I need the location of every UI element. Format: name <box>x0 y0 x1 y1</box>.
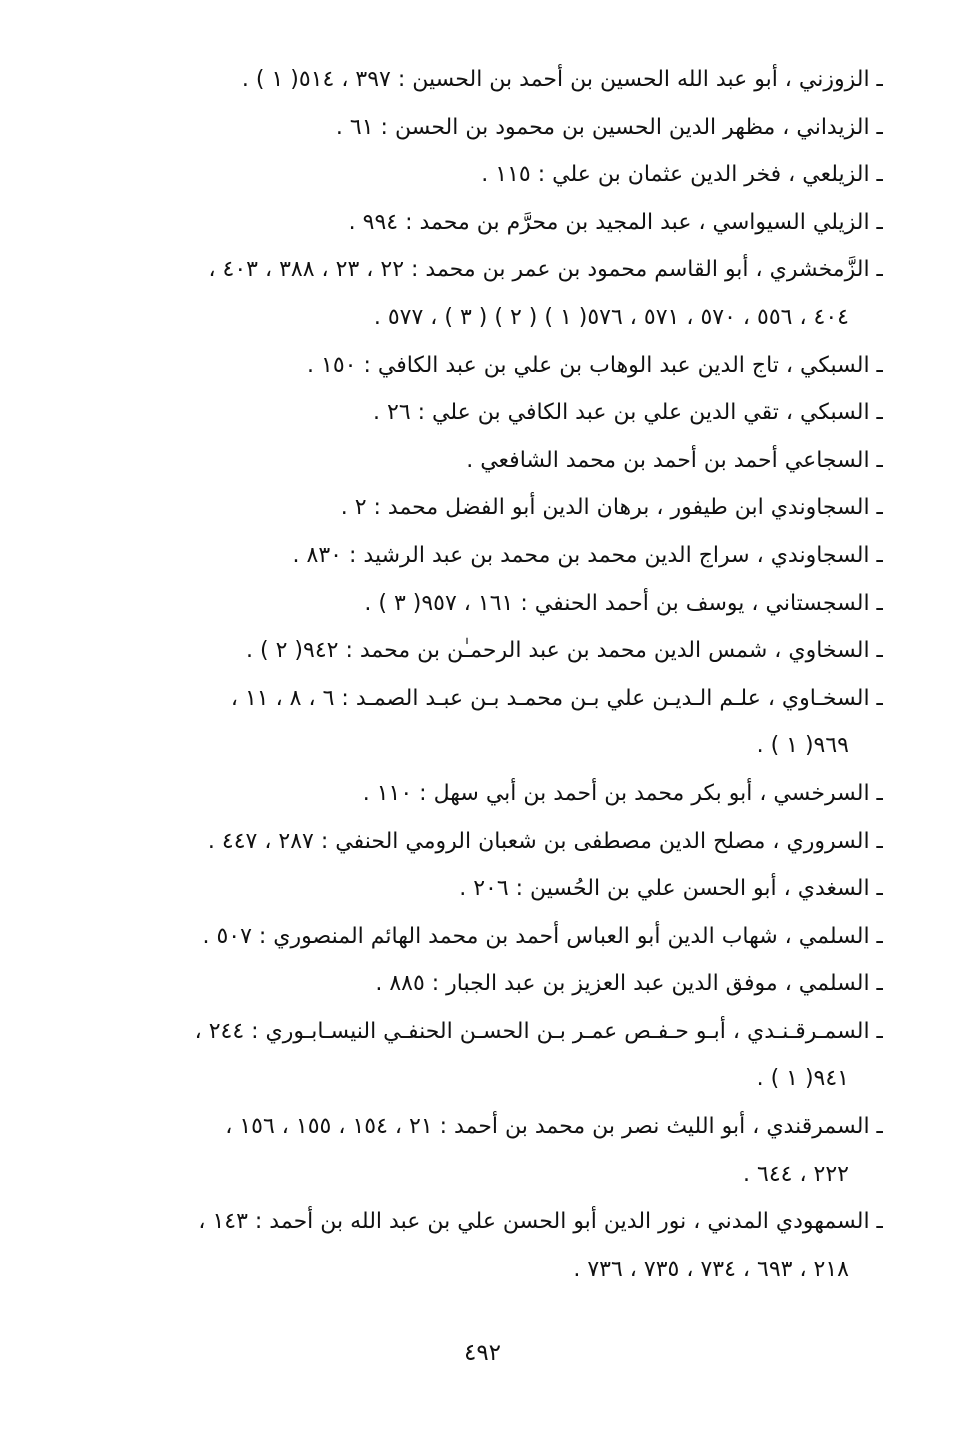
index-entry-line: ـ السجاعي أحمد بن أحمد بن محمد الشافعي . <box>466 447 883 473</box>
index-entry <box>105 199 883 247</box>
index-entry <box>105 484 883 532</box>
index-entry <box>105 532 883 580</box>
index-entry <box>105 580 883 628</box>
index-entry <box>105 818 883 866</box>
index-entry-continuation-line: ٤٠٤ ، ٥٥٦ ، ٥٧٠ ، ٥٧١ ، ٥٧٦( ١ ) ( ٢ ) ( ٣ ) ، ٥٧٧ . <box>373 304 849 330</box>
index-entry <box>105 1103 883 1198</box>
index-entry <box>105 56 883 104</box>
index-entry <box>105 1198 883 1293</box>
index-entry <box>105 151 883 199</box>
index-entry-line: ـ السبكي ، تاج الدين عبد الوهاب بن علي بن عبد الكافي : ١٥٠ . <box>307 352 883 378</box>
index-entry <box>105 104 883 152</box>
index-entry-continuation-line: ٩٤١( ١ ) . <box>756 1066 849 1092</box>
index-entry-line: ـ السبكي ، تقي الدين علي بن عبد الكافي بن علي : ٢٦ . <box>373 400 883 426</box>
index-entry-line: ـ الزيداني ، مظهر الدين الحسين بن محمود بن الحسن : ٦١ . <box>335 114 883 140</box>
index-entry-line: ـ السروري ، مصلح الدين مصطفى بن شعبان الرومي الحنفي : ٢٨٧ ، ٤٤٧ . <box>207 828 883 854</box>
index-entry <box>105 246 883 341</box>
index-entry-line: ـ السلمي ، شهاب الدين أبو العباس أحمد بن محمد الهائم المنصوري : ٥٠٧ . <box>202 923 883 949</box>
index-entry-line: ـ السغدي ، أبو الحسن علي بن الحُسين : ٢٠٦ . <box>459 876 883 902</box>
index-entry <box>105 437 883 485</box>
index-entry-line: ـ السخـاوي ، علـم الـديـن علي بـن محمـد بـن عبـد الصمـد : ٦ ، ٨ ، ١١ ، <box>230 685 883 711</box>
index-entries-list <box>105 56 883 1293</box>
index-entry-line: ـ الزَّمخشري ، أبو القاسم محمود بن عمر بن محمد : ٢٢ ، ٢٣ ، ٣٨٨ ، ٤٠٣ ، <box>208 257 883 283</box>
index-entry <box>105 342 883 390</box>
index-entry-continuation-line: ٢١٨ ، ٦٩٣ ، ٧٣٤ ، ٧٣٥ ، ٧٣٦ . <box>573 1256 849 1282</box>
index-entry-line: ـ السلمي ، موفق الدين عبد العزيز بن عبد الجبار : ٨٨٥ . <box>375 971 883 997</box>
page-number: ٤٩٢ <box>463 1340 502 1366</box>
index-entry <box>105 389 883 437</box>
index-entry <box>105 960 883 1008</box>
index-entry <box>105 1008 883 1103</box>
index-entry <box>105 627 883 675</box>
index-entry-line: ـ السمـرقـنـدي ، أبـو حـفـص عمـر بـن الحسـن الحنفـي النيسـابـوري : ٢٤٤ ، <box>194 1018 883 1044</box>
index-entry-continuation-line: ٩٦٩( ١ ) . <box>756 733 849 759</box>
index-entry-line: ـ السجستاني ، يوسف بن أحمد الحنفي : ١٦١ ، ٩٥٧( ٣ ) . <box>364 590 883 616</box>
index-entry-line: ـ السرخسي ، أبو بكر محمد بن أحمد بن أبي سهل : ١١٠ . <box>362 780 883 806</box>
index-entry-line: ـ الزيلي السيواسي ، عبد المجيد بن محرَّم بن محمد : ٩٩٤ . <box>348 209 883 235</box>
index-entry <box>105 770 883 818</box>
index-entry-line: ـ الزيلعي ، فخر الدين عثمان بن علي : ١١٥ . <box>481 162 883 188</box>
index-entry-continuation-line: ٢٢٢ ، ٦٤٤ . <box>743 1161 849 1187</box>
index-entry <box>105 865 883 913</box>
index-entry-line: ـ السمرقندي ، أبو الليث نصر بن محمد بن أحمد : ٢١ ، ١٥٤ ، ١٥٥ ، ١٥٦ ، <box>225 1114 883 1140</box>
index-entry <box>105 913 883 961</box>
index-entry-line: ـ السجاوندي ، سراج الدين محمد بن محمد بن عبد الرشيد : ٨٣٠ . <box>292 542 883 568</box>
index-entry <box>105 675 883 770</box>
index-entry-line: ـ السخاوي ، شمس الدين محمد بن عبد الرحمـٰن بن محمد : ٩٤٢( ٢ ) . <box>246 638 883 664</box>
index-entry-line: ـ السمهودي المدني ، نور الدين أبو الحسن علي بن عبد الله بن أحمد : ١٤٣ ، <box>198 1209 883 1235</box>
index-entry-line: ـ الزوزني ، أبو عبد الله الحسين بن أحمد بن الحسين : ٣٩٧ ، ٥١٤( ١ ) . <box>241 67 883 92</box>
index-entry-line: ـ السجاوندي ابن طيفور ، برهان الدين أبو الفضل محمد : ٢ . <box>340 495 883 521</box>
